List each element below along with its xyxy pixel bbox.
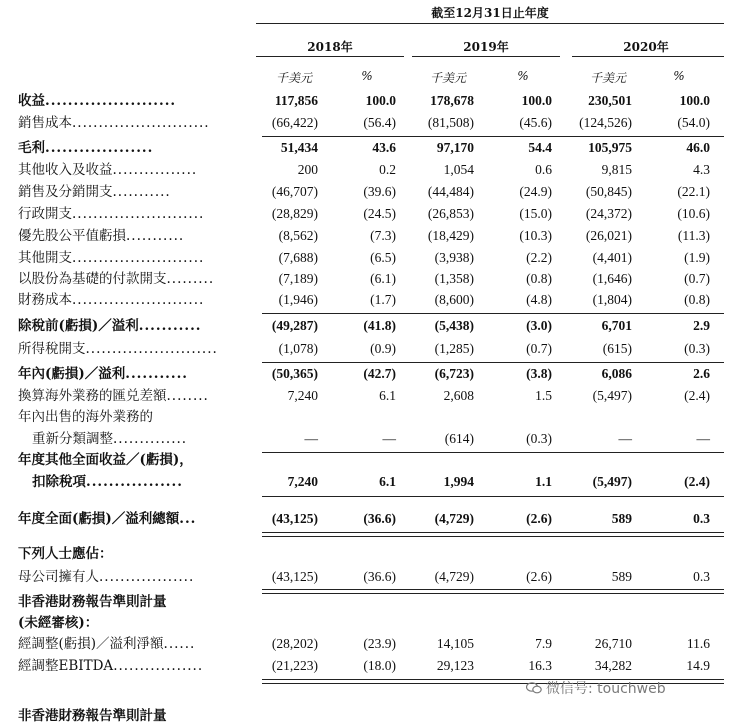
cell: (26,853): [427, 206, 474, 221]
cell: (45.6): [519, 115, 552, 130]
cell: (124,526): [579, 115, 632, 130]
cell: (50,365): [271, 366, 318, 381]
leader-dots: ......: [163, 636, 196, 652]
cell: (42.7): [363, 366, 396, 381]
cell: (46,707): [271, 184, 318, 199]
cell: (24,372): [585, 206, 632, 221]
cell: 117,856: [274, 93, 318, 108]
cell: 4.3: [693, 162, 710, 177]
cell: 1,994: [443, 474, 474, 489]
row-label: 毛利: [18, 140, 45, 156]
leader-dots: ..................: [99, 569, 195, 585]
year-header-2018: 2018年: [307, 40, 353, 54]
row-label: 所得稅開支: [18, 341, 86, 357]
cell: (22.1): [677, 184, 710, 199]
cell: —: [696, 431, 710, 446]
table-row: [0, 543, 730, 565]
cell: (28,202): [271, 636, 318, 651]
cell: (5,497): [592, 388, 632, 403]
table-row: [0, 385, 730, 407]
cell: 589: [611, 511, 632, 526]
row-label: 以股份為基礎的付款開支: [18, 271, 167, 287]
cell: (3.0): [526, 318, 552, 333]
row-label: 優先股公平值虧損: [18, 228, 126, 244]
cell: (1,285): [434, 341, 474, 356]
cell: (44,484): [427, 184, 474, 199]
row-label: 非香港財務報告準則計量: [18, 594, 167, 610]
table-row: [0, 406, 730, 428]
cell: (8,562): [278, 228, 318, 243]
cell: (39.6): [363, 184, 396, 199]
cell: (1,946): [278, 292, 318, 307]
cell: (1,804): [592, 292, 632, 307]
cell: 26,710: [594, 636, 632, 651]
table-row: [0, 612, 730, 634]
cell: 100.0: [521, 93, 552, 108]
cell: (10.3): [519, 228, 552, 243]
leader-dots: .................: [86, 474, 183, 490]
period-rule: [256, 23, 724, 24]
row-label: 重新分類調整: [32, 431, 113, 447]
cell: 14,105: [436, 636, 474, 651]
leader-dots: .........................: [72, 292, 205, 308]
cell: (26,021): [585, 228, 632, 243]
cell: (0.9): [370, 341, 396, 356]
watermark: [526, 678, 666, 698]
cell: (36.6): [363, 511, 396, 526]
row-label: 收益: [18, 93, 45, 109]
cell: (49,287): [271, 318, 318, 333]
cell: 2.9: [693, 318, 710, 333]
row-label: 其他收入及收益: [18, 162, 113, 178]
cell: 9,815: [601, 162, 632, 177]
table-row: [0, 591, 730, 613]
table-row: [0, 315, 730, 337]
unit-pct-2020: %: [673, 69, 685, 83]
row-label: 年度全面(虧損)／溢利總額: [18, 511, 180, 527]
cell: 2.6: [693, 366, 710, 381]
cell: (36.6): [363, 569, 396, 584]
leader-dots: .......................: [45, 93, 177, 109]
cell: 97,170: [436, 140, 474, 155]
row-label: 下列人士應佔：: [18, 546, 113, 562]
cell: (6,723): [434, 366, 474, 381]
cell: (2.2): [526, 250, 552, 265]
cell: 6.1: [379, 474, 396, 489]
leader-dots: .........................: [85, 341, 218, 357]
cell: (615): [602, 341, 632, 356]
cell: (4,729): [434, 511, 474, 526]
cell: 7,240: [287, 474, 318, 489]
table-row: [0, 471, 730, 493]
cell: 2,608: [443, 388, 474, 403]
cell: 100.0: [365, 93, 396, 108]
subtotal-rule: [262, 313, 724, 314]
table-row: [0, 428, 730, 450]
leader-dots: ...: [179, 511, 197, 527]
year-header-2020: 2020年: [623, 40, 669, 54]
leader-dots: ...........: [125, 366, 188, 382]
cell: 200: [297, 162, 318, 177]
cell: (614): [444, 431, 474, 446]
table-row: [0, 247, 730, 269]
cell: (6.1): [370, 271, 396, 286]
period-header: 截至12月31日止年度: [431, 6, 549, 20]
table-row: [0, 508, 730, 530]
cell: (0.3): [526, 431, 552, 446]
cell: (1.7): [370, 292, 396, 307]
leader-dots: .........................: [72, 206, 205, 222]
cell: 105,975: [588, 140, 632, 155]
cell: 34,282: [594, 658, 632, 673]
cell: (1.9): [684, 250, 710, 265]
cell: —: [618, 431, 632, 446]
cell: 54.4: [528, 140, 552, 155]
cell: (1,646): [592, 271, 632, 286]
wechat-icon: [526, 682, 542, 694]
row-label: 其他開支: [18, 250, 72, 266]
cell: (7,189): [278, 271, 318, 286]
leader-dots: .................: [113, 658, 204, 674]
cell: (11.3): [677, 228, 710, 243]
cell: 589: [611, 569, 632, 584]
cell: (4.8): [526, 292, 552, 307]
row-label: 經調整(虧損)／溢利淨額: [18, 636, 164, 652]
table-row: [0, 268, 730, 290]
cell: (2.4): [684, 388, 710, 403]
row-label: 財務成本: [18, 292, 72, 308]
cell: (0.7): [684, 271, 710, 286]
leader-dots: .........................: [72, 250, 205, 266]
table-row: [0, 137, 730, 159]
row-label: 除稅前(虧損)／溢利: [18, 318, 139, 334]
cell: 16.3: [528, 658, 552, 673]
cell: (1,078): [278, 341, 318, 356]
cell: (81,508): [427, 115, 474, 130]
row-label: (未經審核)：: [18, 615, 99, 631]
row-label: 非香港財務報告準則計量: [18, 708, 167, 724]
cell: (7.3): [370, 228, 396, 243]
cell: (8,600): [434, 292, 474, 307]
cell: (18.0): [363, 658, 396, 673]
unit-pct-2019: %: [517, 69, 529, 83]
cell: —: [382, 431, 396, 446]
table-row: [0, 449, 730, 471]
cell: 0.6: [535, 162, 552, 177]
cell: 0.2: [379, 162, 396, 177]
table-row: [0, 566, 730, 588]
cell: (0.8): [684, 292, 710, 307]
cell: 1,054: [443, 162, 474, 177]
leader-dots: ...................: [45, 140, 154, 156]
table-row: [0, 159, 730, 181]
cell: 43.6: [372, 140, 396, 155]
cell: 6,701: [601, 318, 632, 333]
unit-amount-2019: 千美元: [429, 71, 466, 85]
cell: —: [304, 431, 318, 446]
cell: 51,434: [280, 140, 318, 155]
leader-dots: ..........................: [72, 115, 210, 131]
cell: 11.6: [686, 636, 710, 651]
row-label: 銷售成本: [18, 115, 72, 131]
cell: (54.0): [677, 115, 710, 130]
cell: (18,429): [427, 228, 474, 243]
row-label: 行政開支: [18, 206, 72, 222]
year-rule-2019: [412, 56, 560, 57]
row-label: 年內(虧損)／溢利: [18, 366, 126, 382]
cell: 6,086: [601, 366, 632, 381]
cell: 0.3: [693, 569, 710, 584]
row-label: 年度其他全面收益／(虧損)，: [18, 452, 193, 468]
cell: (0.3): [684, 341, 710, 356]
leader-dots: ..............: [113, 431, 188, 447]
cell: 14.9: [686, 658, 710, 673]
cell: (24.5): [363, 206, 396, 221]
cell: (1,358): [434, 271, 474, 286]
cell: (5,438): [434, 318, 474, 333]
leader-dots: ...........: [126, 228, 185, 244]
table-row: [0, 225, 730, 247]
table-row: [0, 289, 730, 311]
unit-amount-2018: 千美元: [275, 71, 312, 85]
cell: 178,678: [430, 93, 474, 108]
cell: (50,845): [585, 184, 632, 199]
cell: 1.5: [535, 388, 552, 403]
cell: (23.9): [363, 636, 396, 651]
cell: (43,125): [271, 569, 318, 584]
cell: 7,240: [287, 388, 318, 403]
subtotal-rule: [262, 496, 724, 497]
row-label: 換算海外業務的匯兑差額: [18, 388, 167, 404]
table-row: [0, 633, 730, 655]
cell: (10.6): [677, 206, 710, 221]
table-row: [0, 363, 730, 385]
unit-amount-2020: 千美元: [589, 71, 626, 85]
cell: 7.9: [535, 636, 552, 651]
cell: (3.8): [526, 366, 552, 381]
table-row: [0, 203, 730, 225]
row-label: 扣除稅項: [32, 474, 86, 490]
cell: 230,501: [588, 93, 632, 108]
year-rule-2018: [256, 56, 404, 57]
table-row: [0, 338, 730, 360]
table-row: [0, 112, 730, 134]
cell: (0.8): [526, 271, 552, 286]
total-double-rule: [262, 532, 724, 537]
cell: (5,497): [592, 474, 632, 489]
cell: 0.3: [693, 511, 710, 526]
watermark-text: 微信号: touchweb: [546, 681, 666, 697]
row-label: 母公司擁有人: [18, 569, 99, 585]
cell: (3,938): [434, 250, 474, 265]
cell: (2.6): [526, 569, 552, 584]
cell: (24.9): [519, 184, 552, 199]
cell: 100.0: [679, 93, 710, 108]
table-row: [0, 655, 730, 677]
leader-dots: ...........: [138, 318, 202, 334]
row-label: 銷售及分銷開支: [18, 184, 113, 200]
cell: (0.7): [526, 341, 552, 356]
cell: 1.1: [535, 474, 552, 489]
cell: (66,422): [271, 115, 318, 130]
cell: (4,401): [592, 250, 632, 265]
cell: (56.4): [363, 115, 396, 130]
cell: (15.0): [519, 206, 552, 221]
cell: (2.4): [684, 474, 710, 489]
cell: (28,829): [271, 206, 318, 221]
cell: (21,223): [271, 658, 318, 673]
cell: (4,729): [434, 569, 474, 584]
row-label: 年內出售的海外業務的: [18, 409, 153, 425]
unit-pct-2018: %: [361, 69, 373, 83]
cell: 29,123: [436, 658, 474, 673]
cell: 46.0: [686, 140, 710, 155]
table-row: [0, 181, 730, 203]
leader-dots: .........: [166, 271, 215, 287]
table-row: [0, 705, 730, 727]
cell: (2.6): [526, 511, 552, 526]
table-row: [0, 90, 730, 112]
leader-dots: ................: [112, 162, 198, 178]
cell: (7,688): [278, 250, 318, 265]
cell: (41.8): [363, 318, 396, 333]
year-header-2019: 2019年: [463, 40, 509, 54]
cell: (6.5): [370, 250, 396, 265]
year-rule-2020: [572, 56, 724, 57]
row-label: 經調整EBITDA: [18, 658, 114, 674]
leader-dots: ........: [166, 388, 209, 404]
cell: 6.1: [379, 388, 396, 403]
leader-dots: ...........: [112, 184, 171, 200]
cell: (43,125): [271, 511, 318, 526]
